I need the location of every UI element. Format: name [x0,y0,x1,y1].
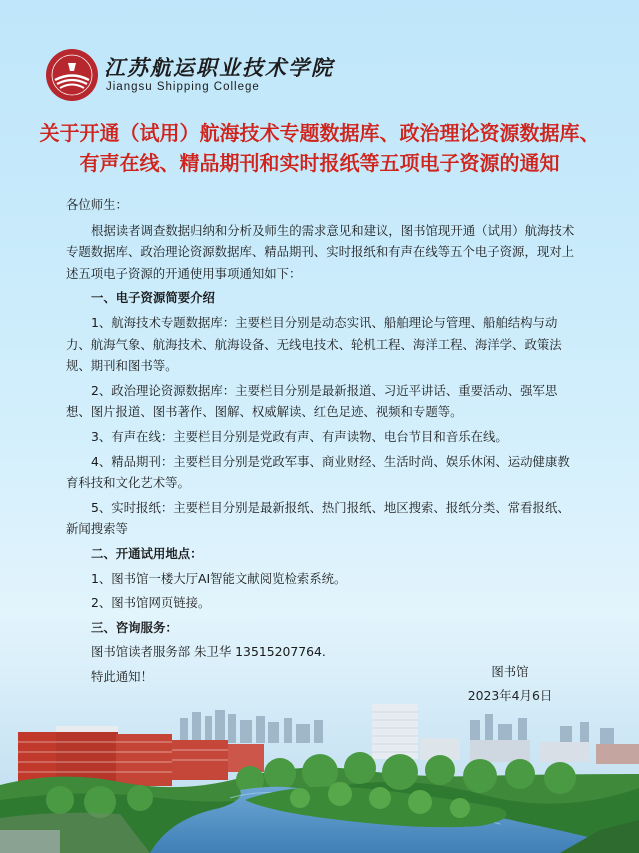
school-name-en: Jiangsu Shipping College [106,81,260,93]
notice-title [0,118,639,178]
header [46,50,334,100]
notice-title-line-2: 有声在线、精品期刊和实时报纸等五项电子资源的通知 [79,151,560,175]
location-item: 2、图书馆网页链接。 [91,595,211,611]
contact-line: 图书馆读者服务部 朱卫华 13515207764. [91,644,326,660]
section-heading-intro: 一、电子资源简要介绍 [91,290,215,306]
campus-aerial-image [0,690,639,853]
list-item: 1、航海技术专题数据库：主要栏目分别是动态实讯、船舶理论与管理、船舶结构与动力、航海气象、航海技术、航海设备、无线电技术、轮机工程、海洋工程、海洋学、政策法规、期刊和图书等。 [66,314,562,374]
closing-line: 特此通知！ [91,668,153,684]
school-name-cn: 江苏航运职业技术学院 [104,55,334,80]
list-item: 5、实时报纸：主要栏目分别是最新报纸、热门报纸、地区搜索、报纸分类、常看报纸、新闻搜索等 [66,499,570,537]
section-heading-consult: 三、咨询服务： [91,619,178,635]
greeting: 各位师生： [66,197,128,212]
section-heading-locations: 二、开通试用地点： [91,545,203,561]
list-item: 4、精品期刊：主要栏目分别是党政军事、商业财经、生活时尚、娱乐休闲、运动健康教育科技和文化艺术等。 [66,453,570,491]
list-item: 3、有声在线：主要栏目分别是党政有声、有声读物、电台节目和音乐在线。 [91,428,508,444]
intro-paragraph: 根据读者调查数据归纳和分析及师生的需求意见和建议，图书馆现开通（试用）航海技术专题数据库、政治理论资源数据库、精品期刊、实时报纸和有声在线等五个电子资源，现对上述五项电子资源的开通使用事项通知如下： [66,222,575,281]
notice-title-line-1: 关于开通（试用）航海技术专题数据库、政治理论资源数据库、 [39,121,600,145]
notice-body [66,194,576,687]
list-item: 2、政治理论资源数据库：主要栏目分别是最新报道、习近平讲话、重要活动、强军思想、图片报道、图书著作、图解、权威解读、红色足迹、视频和专题等。 [66,382,558,420]
location-item: 1、图书馆一楼大厅AI智能文献阅览检索系统。 [91,570,347,586]
college-logo [46,49,98,101]
signature: 图书馆 [491,664,529,679]
